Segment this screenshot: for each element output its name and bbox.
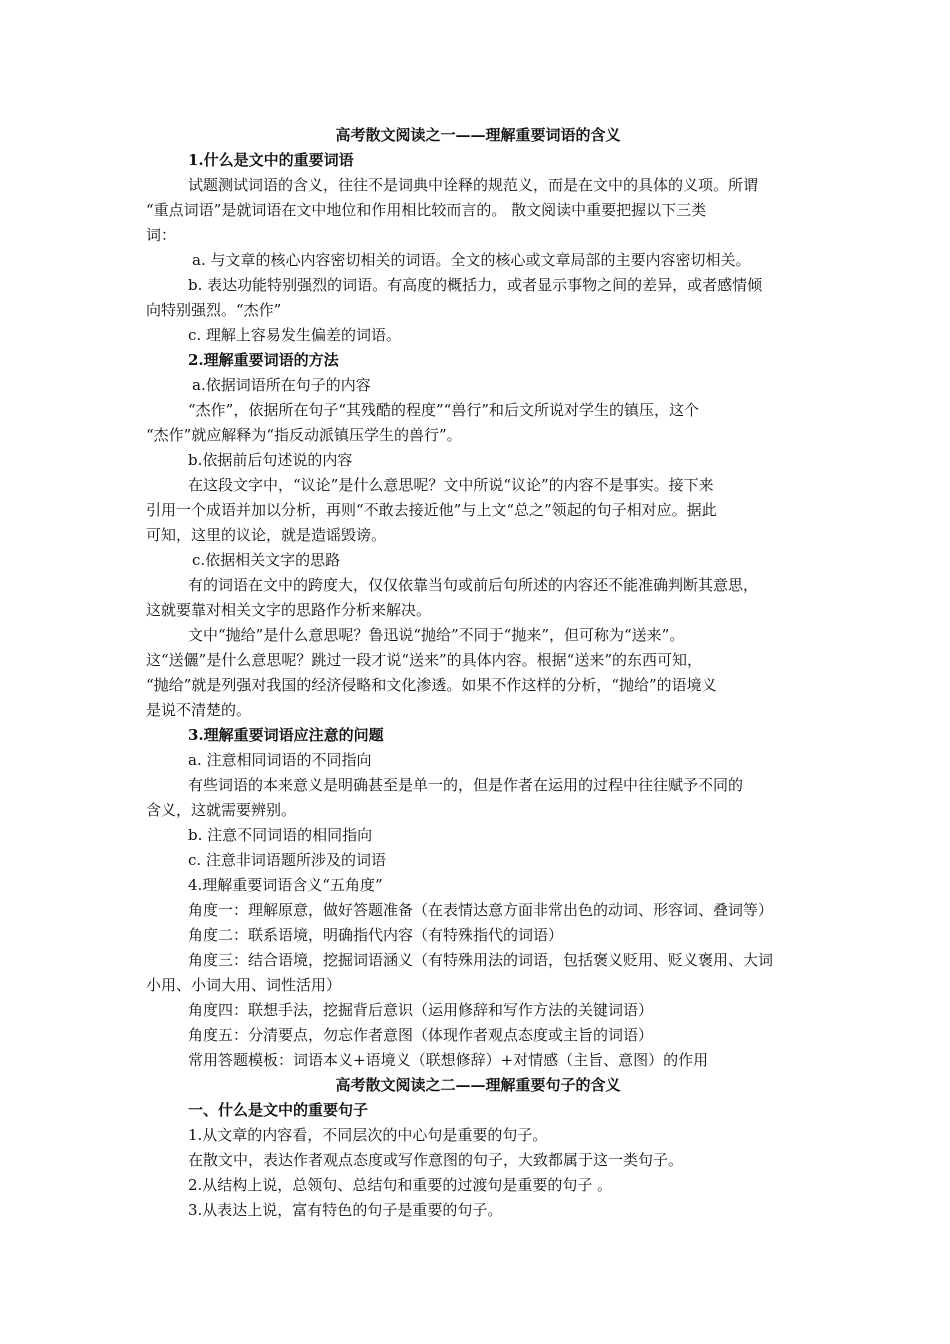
paragraph-line: 引用一个成语并加以分析，再则“不敢去接近他”与上文“总之”领起的句子相对应。据此 xyxy=(146,501,717,519)
paragraph-line: “杰作”就应解释为“指反动派镇压学生的兽行”。 xyxy=(146,426,462,444)
note-b-heading: b. 注意不同词语的相同指向 xyxy=(188,826,373,844)
list-item-b: b. 表达功能特别强烈的词语。有高度的概括力，或者显示事物之间的差异，或者感情倾 xyxy=(188,276,763,294)
angle-2: 角度二：联系语境，明确指代内容（有特殊指代的词语） xyxy=(188,926,564,944)
list-item-c: c. 理解上容易发生偏差的词语。 xyxy=(188,326,401,344)
paragraph-line: 文中“抛给”是什么意思呢？鲁迅说“抛给”不同于“抛来”，但可称为“送来”。 xyxy=(188,626,685,644)
answer-template: 常用答题模板：词语本义+语境义（联想修辞）+对情感（主旨、意图）的作用 xyxy=(188,1051,709,1069)
section-heading-4: 4.理解重要词语含义“五角度” xyxy=(188,876,383,894)
method-c-heading: c.依据相关文字的思路 xyxy=(192,551,341,569)
paragraph-line: “杰作”，依据所在句子“其残酷的程度”“兽行”和后文所说对学生的镇压，这个 xyxy=(188,401,700,419)
paragraph-line: 有的词语在文中的跨度大，仅仅依靠当句或前后句所述的内容还不能准确判断其意思， xyxy=(188,576,759,594)
list-item-a: a. 与文章的核心内容密切相关的词语。全文的核心或文章局部的主要内容密切相关。 xyxy=(192,251,751,269)
method-b-heading: b.依据前后句述说的内容 xyxy=(188,451,353,469)
paragraph-line: 这就要靠对相关文字的思路作分析来解决。 xyxy=(146,601,432,619)
angle-3: 角度三：结合语境，挖掘词语涵义（有特殊用法的词语，包括褒义贬用、贬义褒用、大词 xyxy=(188,951,774,969)
note-c-heading: c. 注意非词语题所涉及的词语 xyxy=(188,851,386,869)
paragraph-line: 这“送儷”是什么意思呢？跳过一段才说“送来”的具体内容。根据“送来”的东西可知， xyxy=(146,651,703,669)
paragraph-line: 是说不清楚的。 xyxy=(146,701,252,719)
paragraph-line: 含义，这就需要辨别。 xyxy=(146,801,297,819)
angle-4: 角度四：联想手法，挖掘背后意识（运用修辞和写作方法的关键词语） xyxy=(188,1001,654,1019)
angle-3-continued: 小用、小词大用、词性活用） xyxy=(146,976,342,994)
paragraph-line: 可知，这里的议论，就是造谣毁谤。 xyxy=(146,526,387,544)
document-body xyxy=(146,123,810,1223)
section-heading-part2: 一、什么是文中的重要句子 xyxy=(188,1101,369,1119)
angle-5: 角度五：分清要点，勿忘作者意图（体现作者观点态度或主旨的词语） xyxy=(188,1026,654,1044)
angle-1: 角度一：理解原意，做好答题准备（在表情达意方面非常出色的动词、形容词、叠词等） xyxy=(188,901,774,919)
paragraph-line: 2.从结构上说，总领句、总结句和重要的过渡句是重要的句子 。 xyxy=(188,1176,613,1194)
paragraph-line: 1.从文章的内容看，不同层次的中心句是重要的句子。 xyxy=(188,1126,548,1144)
paragraph-line: 3.从表达上说，富有特色的句子是重要的句子。 xyxy=(188,1201,503,1219)
document-title-2: 高考散文阅读之二——理解重要句子的含义 xyxy=(335,1076,621,1094)
paragraph-line: “重点词语”是就词语在文中地位和作用相比较而言的。 散文阅读中重要把握以下三类 xyxy=(146,201,707,219)
paragraph-line: 有些词语的本来意义是明确甚至是单一的，但是作者在运用的过程中往往赋予不同的 xyxy=(188,776,744,794)
list-item-b-continued: 向特别强烈。“杰作” xyxy=(146,301,282,319)
paragraph-line: 在这段文字中，“议论”是什么意思呢？文中所说“议论”的内容不是事实。接下来 xyxy=(188,476,714,494)
section-heading-2: 2.理解重要词语的方法 xyxy=(188,351,339,369)
section-heading-1: 1.什么是文中的重要词语 xyxy=(188,151,354,169)
method-a-heading: a.依据词语所在句子的内容 xyxy=(192,376,371,394)
paragraph-line: 词： xyxy=(146,226,177,244)
document-title-1: 高考散文阅读之一——理解重要词语的含义 xyxy=(335,126,621,144)
section-heading-3: 3.理解重要词语应注意的问题 xyxy=(188,726,384,744)
paragraph-line: 在散文中，表达作者观点态度或写作意图的句子，大致都属于这一类句子。 xyxy=(188,1151,684,1169)
note-a-heading: a. 注意相同词语的不同指向 xyxy=(188,751,372,769)
paragraph-line: 试题测试词语的含义，往往不是词典中诠释的规范义，而是在文中的具体的义项。所谓 xyxy=(188,176,759,194)
paragraph-line: “抛给”就是列强对我国的经济侵略和文化渗透。如果不作这样的分析，“抛给”的语境义 xyxy=(146,676,717,694)
